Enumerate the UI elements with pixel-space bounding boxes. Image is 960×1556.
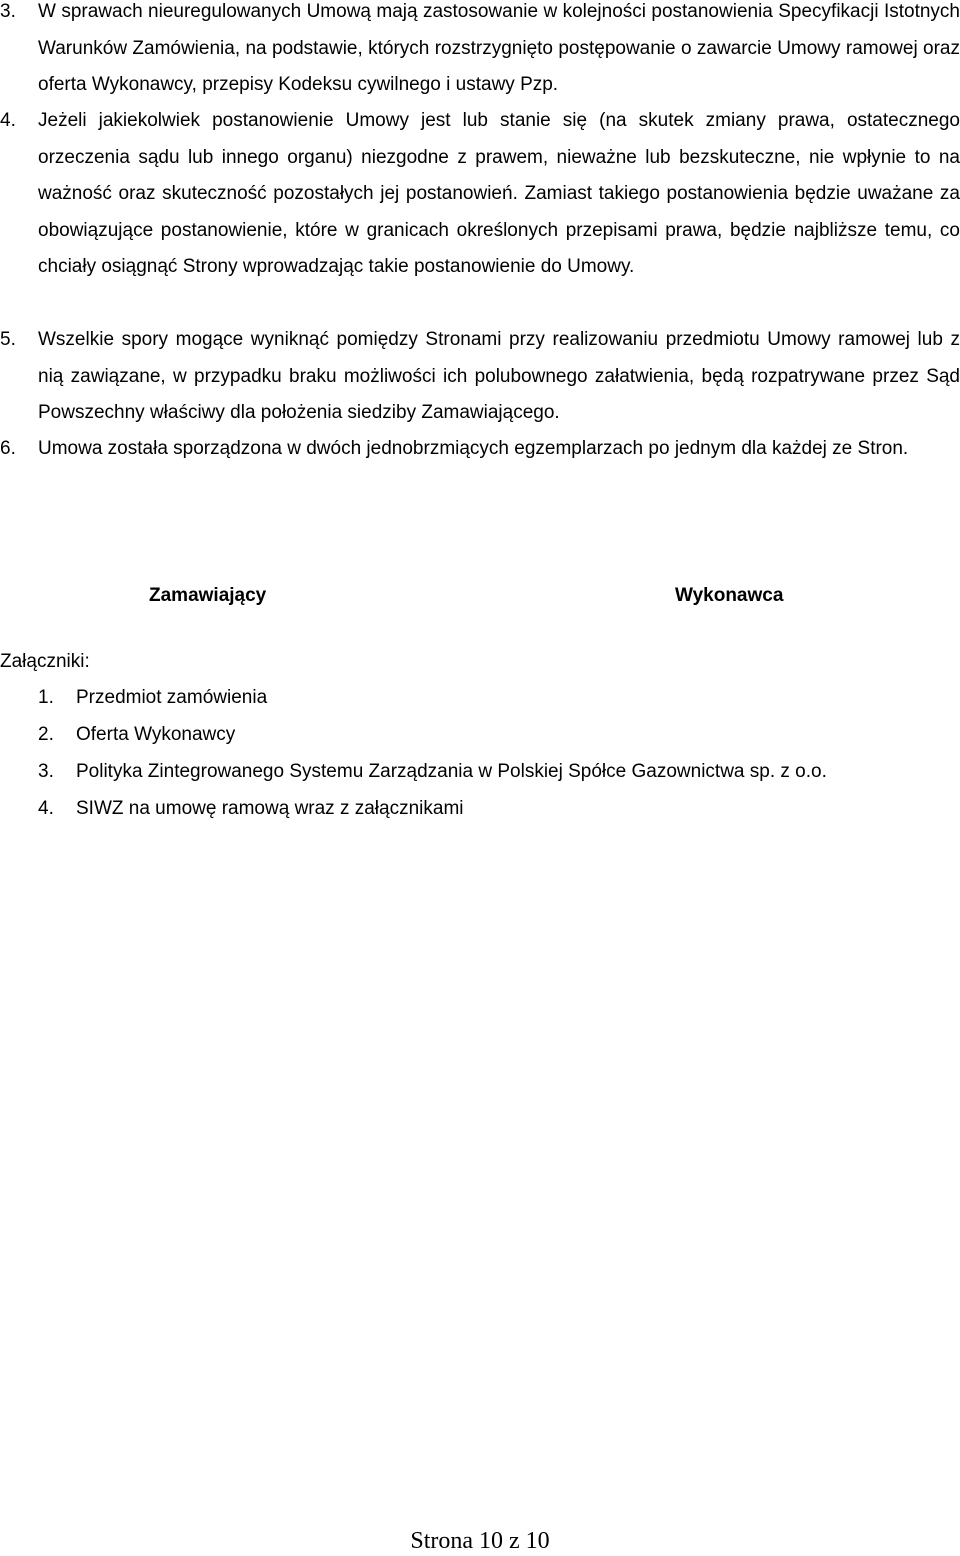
attachments-heading: Załączniki: bbox=[0, 651, 90, 672]
clause-3 bbox=[0, 0, 960, 104]
clause-text: W sprawach nieuregulowanych Umową mają zastosowanie w kolejności postanowienia Specyfikacji Istotnych Warunków Zamówienia, na podstawie, których rozstrzygnięto postępowanie o zawarcie Umowy ramowej oraz oferta Wykonawcy, przepisy Kodeksu cywilnego i ustawy Pzp. bbox=[38, 1, 960, 95]
signature-zamawiajacy: Zamawiający bbox=[149, 585, 267, 606]
list-item-text: Polityka Zintegrowanego Systemu Zarządzania w Polskiej Spółce Gazownictwa sp. z o.o. bbox=[76, 761, 827, 782]
list-item-number: 1. bbox=[38, 687, 54, 708]
clause-5 bbox=[0, 322, 960, 432]
list-item-number: 3. bbox=[38, 761, 54, 782]
clause-text: Umowa została sporządzona w dwóch jednobrzmiących egzemplarzach po jednym dla każdej ze Stron. bbox=[38, 438, 909, 459]
clause-text: Wszelkie spory mogące wyniknąć pomiędzy Stronami przy realizowaniu przedmiotu Umowy ramowej lub z nią zawiązane, w przypadku braku możliwości ich polubownego załatwienia, będą rozpatrywane przez Sąd Powszechny właściwy dla położenia siedziby Zamawiającego. bbox=[38, 329, 960, 423]
clause-4 bbox=[0, 103, 960, 286]
clause-text: Jeżeli jakiekolwiek postanowienie Umowy jest lub stanie się (na skutek zmiany prawa, ostatecznego orzeczenia sądu lub innego organu) niezgodne z prawem, nieważne lub bezskuteczne, nie wpłynie to na ważność oraz skuteczność pozostałych jej postanowień. Zamiast takiego postanowienia będzie uważane za obowiązujące postanowienie, które w granicach określonych przepisami prawa, będzie najbliższe temu, co chciały osiągnąć Strony wprowadzając takie postanowienie do Umowy. bbox=[38, 110, 960, 277]
list-item-text: Oferta Wykonawcy bbox=[76, 724, 236, 745]
clause-6 bbox=[0, 431, 960, 468]
signature-wykonawca: Wykonawca bbox=[675, 585, 784, 606]
page-footer: Strona 10 z 10 bbox=[410, 1528, 550, 1554]
clause-number: 4. bbox=[0, 110, 16, 131]
list-item-text: Przedmiot zamówienia bbox=[76, 687, 268, 708]
list-item-number: 2. bbox=[38, 724, 54, 745]
list-item-number: 4. bbox=[38, 798, 54, 819]
list-item-text: SIWZ na umowę ramową wraz z załącznikami bbox=[76, 798, 464, 819]
clause-number: 5. bbox=[0, 329, 16, 350]
clause-number: 3. bbox=[0, 1, 16, 22]
clause-number: 6. bbox=[0, 438, 16, 459]
